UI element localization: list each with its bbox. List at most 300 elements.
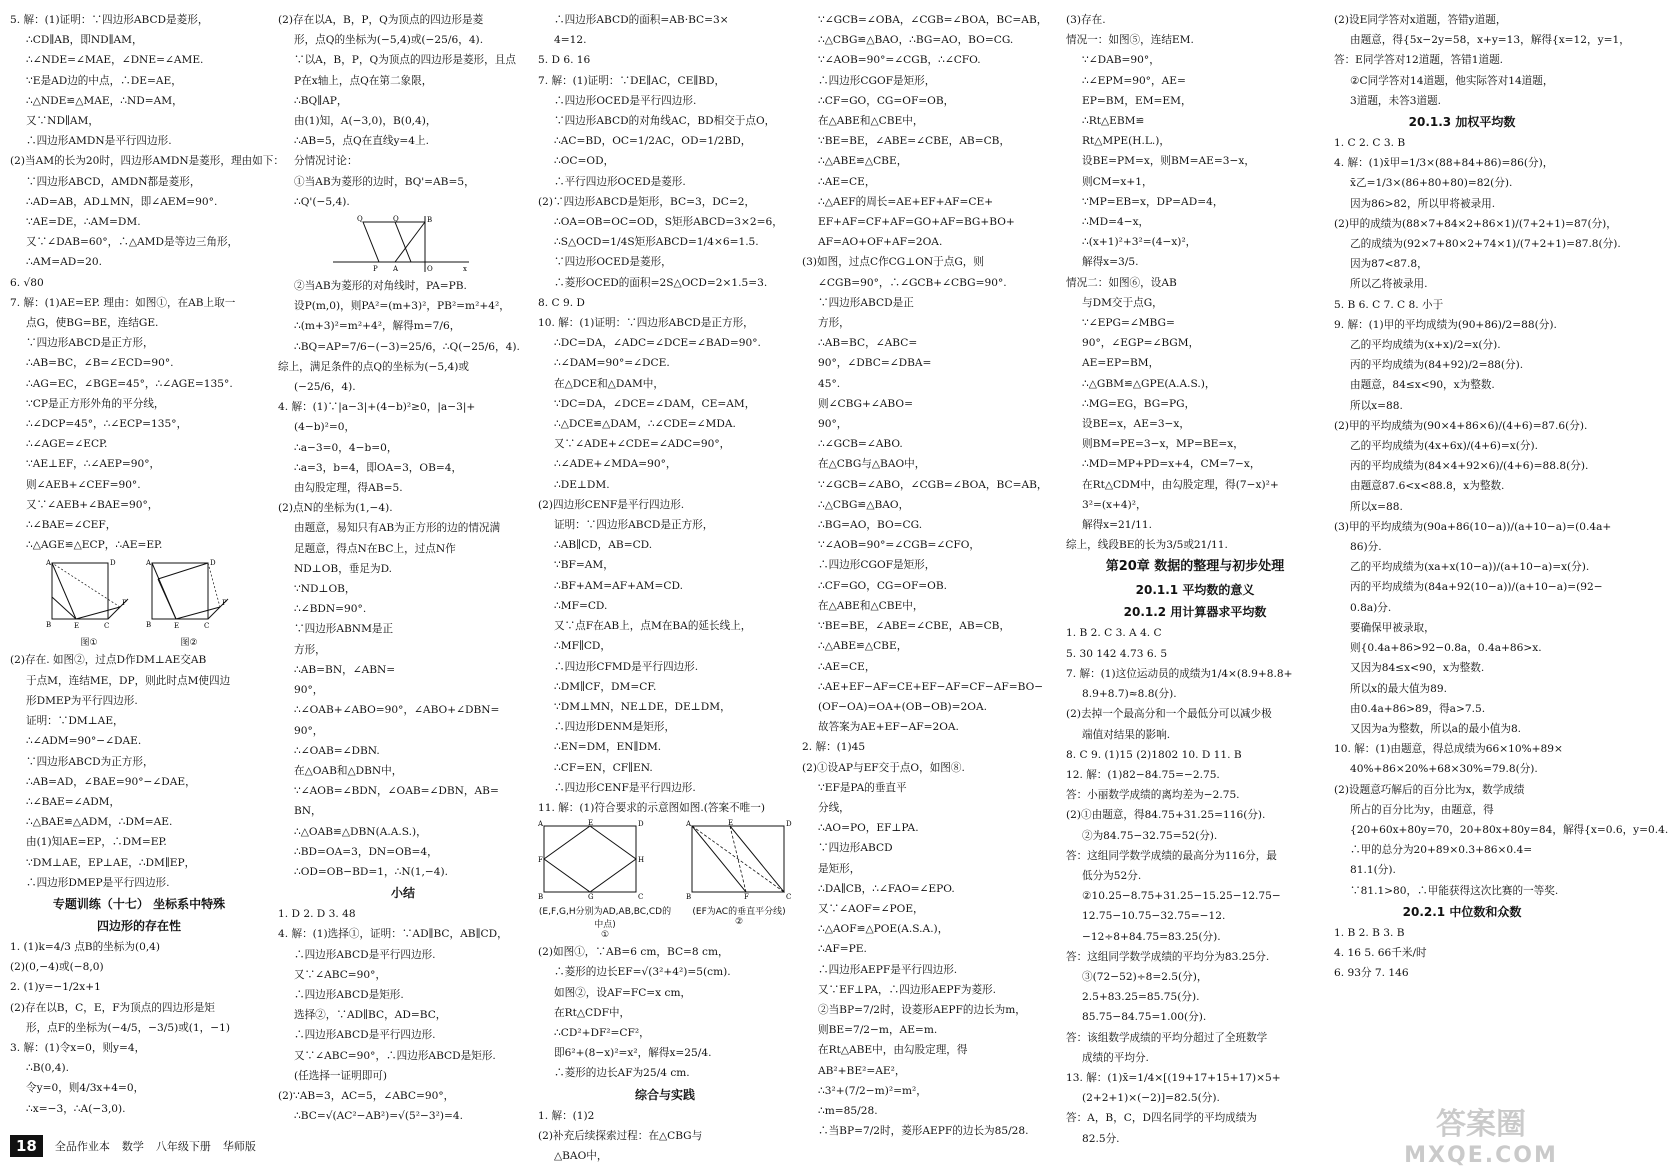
text-line: ∵四边形ABCD的对角线AC，BD相交于点O， (554, 115, 776, 128)
book-title: 全品作业本 (54, 1140, 110, 1153)
text-line: ∴MD=MP+PD=x+4，CM=7−x， (1082, 458, 1261, 471)
text-line: ∵EF是PA的垂直平 (818, 781, 907, 794)
text-line: ∵∠GCB=∠ABO，∠CGB=∠BOA，BC=AB， (818, 478, 1048, 491)
text-line: 40%+86×20%+68×30%=79.8(分). (1350, 763, 1538, 776)
text-line: 11. 解：(1)符合要求的示意图如图.(答案不唯一) (538, 801, 765, 814)
svg-text:F: F (538, 856, 543, 865)
text-line: ∴△AEF的周长=AE+EF+AF=CE+ (818, 195, 994, 208)
text-line: 2.5+83.25=85.75(分). (1082, 991, 1200, 1004)
text-line: 端值对结果的影响. (1082, 728, 1171, 741)
text-line: (2)设E同学答对x道题，答错y道题， (1334, 14, 1507, 26)
text-line: 则∠CBG+∠ABO= (818, 397, 913, 410)
text-line: ∵AE⊥EF，∴∠AEP=90°， (26, 458, 161, 471)
text-line: ②当BP=7/2时，设菱形AEPF的边长为m， (818, 1003, 1026, 1016)
figure-1 (46, 557, 132, 648)
text-line: ∴AC=BD，OC=1/2AC，OD=1/2BD， (554, 135, 752, 148)
text-line: 86)分. (1350, 541, 1382, 554)
text-line: ∵81.1>80，∴甲能获得这次比赛的一等奖. (1350, 884, 1559, 897)
text-line: ∴甲的总分为20+89×0.3+86×0.4= (1350, 844, 1533, 857)
text-line: 1. B 2. C 3. A 4. C (1066, 627, 1162, 640)
text-line: 3道题，未答3道题. (1350, 94, 1442, 107)
column-1 (10, 10, 284, 1117)
text-line: ∴AG=EC，∠BGE=45°，∴∠AGE=135°. (26, 377, 233, 390)
svg-text:E: E (588, 819, 594, 828)
svg-text:B: B (427, 216, 433, 225)
svg-text:x: x (463, 265, 467, 274)
text-line: BN， (294, 805, 322, 818)
text-line: 2. 解：(1)45 (802, 741, 866, 754)
text-line: ∴CF=EN，CF∥EN. (554, 761, 653, 774)
text-line: ∴△NDE≌△MAE，∴ND=AM， (26, 94, 183, 107)
column-3-text-b (538, 942, 792, 1083)
column-2-text-c (278, 904, 528, 1126)
text-line: ∴BG=AO，BO=CG. (818, 519, 923, 532)
text-line: x̄乙=1/3×(86+80+80)=82(分). (1350, 177, 1513, 190)
text-line: 与DM交于点G， (1082, 296, 1163, 309)
text-line: ∵四边形ABCD为正方形， (26, 755, 154, 768)
text-line: 45°. (818, 377, 841, 390)
text-line: 在△DCE和△DAM中， (554, 377, 664, 390)
text-line: ∵四边形ABCD是正 (818, 296, 914, 309)
text-line: 丙的平均成绩为(84×4+92×6)/(4+6)=88.8(分). (1350, 460, 1589, 473)
text-line: AE=EP=BM， (1082, 357, 1160, 370)
text-line: 7. 解：(1)这位运动员的成绩为1/4×(8.9+8.8+ (1066, 667, 1293, 680)
text-line: ∴DE⊥DM. (554, 478, 610, 491)
text-line: 设BE=x，AE=3−x， (1082, 418, 1191, 431)
text-line: ∴∠EPM=90°，AE= (1082, 74, 1186, 87)
text-line: ∴△ABE≌△CBE， (818, 155, 908, 168)
text-line: ∴菱形的边长EF=√(3²+4²)=5(cm). (554, 966, 731, 979)
text-line: ∴DC=DA，∠ADC=∠DCE=∠BAD=90°. (554, 337, 761, 350)
text-line: 令y=0，则4/3x+4=0， (26, 1082, 145, 1095)
text-line: 所以x的最大值为89. (1350, 682, 1447, 695)
text-line: 5. 解：(1)证明：∵四边形ABCD是菱形， (10, 14, 209, 26)
svg-text:C: C (786, 893, 792, 902)
text-line: ∵∠AOB=90°=∠CGB，∴∠CFO. (818, 54, 981, 67)
text-line: ∴∠BDN=90°. (294, 603, 367, 616)
text-line: 由勾股定理，得AB=5. (294, 482, 403, 495)
text-line: 证明：∵四边形ABCD是正方形， (554, 519, 714, 532)
text-line: ②当AB为菱形的对角线时，PA=PB. (294, 280, 467, 293)
text-line: ∴3²+(7/2−m)²=m²， (818, 1084, 927, 1097)
text-line: ∴a−3=0，4−b=0， (294, 441, 398, 454)
text-line: 又∵∠AEB+∠BAE=90°， (26, 498, 159, 511)
text-line: (2)∵AB=3，AC=5，∠ABC=90°， (278, 1089, 455, 1102)
text-line: ND⊥OB，垂足为D. (294, 562, 393, 575)
text-line: ∴AE=CE， (818, 660, 876, 673)
figure-rect-2 (686, 820, 792, 940)
text-line: ∴∠DCP=45°，∴∠ECP=135°， (26, 418, 188, 431)
text-line: ∴(x+1)²+3²=(4−x)²， (1082, 236, 1197, 249)
square-figure-1 (46, 557, 132, 631)
column-3 (538, 10, 792, 1162)
text-line: 解得x=21/11. (1082, 519, 1152, 532)
column-2-text-a (278, 10, 528, 212)
figure-rect-1 (538, 820, 672, 940)
text-line: ∴AM=AD=20. (26, 256, 102, 269)
text-line: 答：E同学答对12道题，答错1道题. (1334, 54, 1504, 67)
text-line: ∵ND⊥OB， (294, 583, 356, 596)
text-line: ∴四边形AEPF是平行四边形. (818, 963, 958, 976)
section-title-17-sub: 四边形的存在性 (96, 918, 181, 933)
grade-label: 八年级下册 (155, 1140, 211, 1153)
text-line: ∴∠ADE+∠MDA=90°， (554, 458, 677, 471)
text-line: 5. D 6. 16 (538, 54, 591, 67)
text-line: 12. 解：(1)82−84.75=−2.75. (1066, 768, 1220, 781)
column-5 (1066, 10, 1324, 1145)
text-line: ∴Q'(−5,4). (294, 195, 350, 208)
text-line: ∴四边形ABCD是平行四边形. (294, 1029, 436, 1042)
text-line: 情况二：如图⑥，设AB (1066, 276, 1177, 289)
text-line: 又∵∠ABC=90°， (294, 968, 387, 981)
text-line: 答：小丽数学成绩的离均差为−2.75. (1066, 789, 1240, 802)
text-line: ∴DA∥CB，∴∠FAO=∠EPO. (818, 882, 955, 895)
text-line: ∴BQ∥AP， (294, 94, 348, 107)
text-line: 10. 解：(1)由题意，得总成绩为66×10%+89× (1334, 743, 1563, 756)
text-line: AF=AO+OF+AF=2OA. (818, 236, 943, 249)
text-line: 分情况讨论： (294, 155, 358, 168)
text-line: 8. C 9. D (538, 296, 585, 309)
svg-text:D: D (786, 820, 792, 829)
text-line: ∴△CBG≌△BAO， (818, 498, 910, 511)
text-line: 所以x=88. (1350, 500, 1403, 513)
text-line: ∴当BP=7/2时，菱形AEPF的边长为85/28. (818, 1125, 1029, 1138)
text-line: ∵DC=DA，∠DCE=∠DAM，CE=AM， (554, 397, 756, 410)
text-line: 选择②，∵AD∥BC，AD=BC， (294, 1009, 447, 1022)
text-line: 情况一：如图⑤，连结EM. (1066, 34, 1194, 47)
text-line: 乙的平均成绩为(x+x)/2=x(分). (1350, 339, 1501, 352)
text-line: ∴AB=AD，∠BAE=90°−∠DAE， (26, 775, 196, 788)
text-line: 6. √80 (10, 276, 44, 289)
text-line: ∴∠DAM=90°=∠DCE. (554, 357, 670, 370)
text-line: ②为84.75−32.75=52(分). (1082, 829, 1218, 842)
text-line: 12.75−10.75−32.75=−12. (1082, 910, 1226, 923)
text-line: ∴CF=GO，CG=OF=OB， (818, 94, 955, 107)
text-line: (2)存在. 如图②，过点D作DM⊥AE交AB (10, 654, 207, 667)
column-6-text-c (1334, 923, 1590, 984)
text-line: 4. 16 5. 66千米/时 (1334, 946, 1427, 959)
text-line: 在△OAB和△DBN中， (294, 764, 403, 777)
text-line: 在Rt△CDF中， (554, 1006, 631, 1019)
svg-text:D: D (638, 820, 644, 829)
text-line: 9. 解：(1)甲的平均成绩为(90+86)/2=88(分). (1334, 318, 1557, 331)
text-line: 要确保甲被录取， (1350, 621, 1435, 634)
text-line: 13. 解：(1)x̄=1/4×[(19+17+15+17)×5+ (1066, 1071, 1281, 1084)
text-line: ∴BF+AM=AF+AM=CD. (554, 579, 683, 592)
text-line: ∵DM⊥AE，EP⊥AE，∴DM∥EP， (26, 856, 196, 869)
text-line: ∴AB=BC，∠ABC= (818, 337, 918, 350)
text-line: 8. C 9. (1)15 (2)1802 10. D 11. B (1066, 748, 1242, 761)
text-line: 则∠AEB+∠CEF=90°. (26, 478, 141, 491)
text-line: 8.9+8.7)≈8.8(分). (1082, 688, 1177, 701)
svg-text:A: A (46, 559, 52, 568)
svg-text:E: E (74, 622, 80, 631)
text-line: 证明：∵DM⊥AE， (26, 715, 124, 728)
text-line: ∴∠NDE=∠MAE，∠DNE=∠AME. (26, 54, 204, 67)
figures-rectangle-pair (538, 820, 792, 940)
text-line: 设P(m,0)，则PA²=(m+3)²，PB²=m²+4²， (294, 300, 510, 313)
text-line: ∴AB=BN，∠ABN= (294, 663, 396, 676)
text-line: 答：该组数学成绩的平均分超过了全班数学 (1066, 1031, 1268, 1044)
column-1-text-b (10, 650, 268, 892)
text-line: 又∵EF⊥PA，∴四边形AEPF为菱形. (818, 983, 997, 996)
text-line: ∵∠EPG=∠MBG= (1082, 317, 1175, 330)
text-line: 综上，满足条件的点Q的坐标为(−5,4)或 (278, 360, 469, 373)
svg-text:A: A (393, 265, 399, 274)
text-line: 4=12. (554, 34, 587, 47)
text-line: ∴△AGE≌△ECP，∴AE=EP. (26, 539, 163, 552)
text-line: 丙的平均成绩为(84a+92(10−a))/(a+10−a)=(92− (1350, 581, 1603, 594)
text-line: 4. 解：(1)x̄甲=1/3×(88+84+86)=86(分)， (1334, 157, 1554, 170)
text-line: ∴MG=EG，BG=PG， (1082, 397, 1196, 410)
svg-text:A: A (538, 820, 544, 829)
text-line: (2)甲的平均成绩为(90×4+86×6)/(4+6)=87.6(分). (1334, 419, 1588, 432)
text-line: ∴B(0,4). (26, 1062, 70, 1075)
text-line: (4−b)²=0， (294, 421, 356, 434)
page-number: 18 (10, 1135, 43, 1157)
text-line: 在Rt△CDM中，由勾股定理，得(7−x)²+ (1082, 478, 1279, 491)
text-line: (2)①设AP与EF交于点O，如图⑧. (802, 761, 965, 774)
text-line: ∴AB∥CD，AB=CD. (554, 539, 653, 552)
text-line: ∴BQ=AP=7/6−(−3)=25/6，∴Q(−25/6，4). (294, 340, 520, 353)
text-line: ∵BF=AM， (554, 559, 614, 572)
text-line: (3)如图，过点C作CG⊥ON于点G，则 (802, 256, 984, 269)
svg-text:C: C (104, 622, 110, 631)
column-6 (1334, 10, 1668, 1117)
text-line: (2)甲的成绩为(88×7+84×2+86×1)/(7+2+1)=87(分)， (1334, 217, 1617, 230)
text-line: (2+2+1)×(−2)]=82.5(分). (1082, 1092, 1220, 1105)
text-line: ∵BE=BE，∠ABE=∠CBE，AB=CB， (818, 620, 1011, 633)
svg-text:E: E (174, 622, 180, 631)
text-line: (3)甲的平均成绩为(90a+86(10−a))/(a+10−a)=(0.4a+ (1334, 520, 1612, 533)
text-line: 答：这组同学数学成绩的平均分为83.25分. (1066, 950, 1270, 963)
text-line: 因为87<87.8， (1350, 258, 1428, 271)
square-figure-2 (146, 557, 232, 631)
text-line: (2)去掉一个最高分和一个最低分可以减少极 (1066, 708, 1272, 721)
text-line: ∴AE=CE， (818, 175, 876, 188)
text-line: ∴菱形的边长AF为25/4 cm. (554, 1067, 690, 1080)
text-line: (OF−OA)=OA+(OB−OB)=2OA. (818, 700, 988, 713)
column-5-text-a (1066, 10, 1324, 555)
text-line: 4. 解：(1)∵|a−3|+(4−b)²≥0，|a−3|+ (278, 401, 476, 414)
svg-text:O: O (427, 265, 433, 274)
svg-text:B: B (686, 893, 692, 902)
text-line: ∵四边形ABCD，AMDN都是菱形， (26, 175, 201, 188)
text-line: ∴MF∥CD， (554, 640, 612, 653)
text-line: ∵MP=EB=x，DP=AD=4， (1082, 195, 1224, 208)
svg-text:B: B (46, 621, 52, 630)
text-line: ∴菱形OCED的面积=2S△OCD=2×1.5=3. (554, 276, 768, 289)
text-line: AB²+BE²=AE²， (818, 1064, 906, 1077)
text-line: 解得x=3/5. (1082, 256, 1139, 269)
text-line: 丙的平均成绩为(84+92)/2=88(分). (1350, 359, 1524, 372)
text-line: 又∵点F在AB上，点M在BA的延长线上， (554, 620, 752, 633)
text-line: −12÷8+84.75=83.25(分). (1082, 930, 1221, 943)
column-1-text-a (10, 10, 284, 555)
text-line: 5. B 6. C 7. C 8. 小于 (1334, 298, 1444, 311)
text-line: ∵四边形ABCD是正方形， (26, 337, 154, 350)
chapter-20-title: 第20章 数据的整理与初步处理 (1105, 559, 1285, 575)
column-5-text-b (1066, 623, 1324, 1148)
text-line: 在Rt△ABE中，由勾股定理，得 (818, 1044, 968, 1057)
svg-text:D: D (110, 559, 116, 568)
text-line: ∴△DCE≌△DAM，∴∠CDE=∠MDA. (554, 418, 736, 431)
text-line: ∴AF=PE. (818, 943, 867, 956)
text-line: ∴a=3，b=4，即OA=3，OB=4， (294, 461, 463, 474)
text-line: ∴OC=OD， (554, 155, 615, 168)
figure-2-caption: 图② (180, 638, 198, 649)
text-line: ∴CF=GO，CG=OF=OB. (818, 579, 948, 592)
svg-text:P: P (373, 265, 378, 274)
text-line: (2)存在以B，C，E，F为顶点的四边形是矩 (10, 1001, 215, 1014)
text-line: 1. 解：(1)2 (538, 1109, 595, 1122)
text-line: (2)设题意巧解后的百分比为x，数学成绩 (1334, 783, 1525, 796)
text-line: 又∵∠DAB=60°，∴△AMD是等边三角形， (26, 236, 239, 249)
text-line: 因为86>82，所以甲将被录用. (1350, 197, 1496, 210)
section-20-2-1-title: 20.2.1 中位数和众数 (1402, 904, 1522, 919)
text-line: 在△CBG与△BAO中， (818, 458, 926, 471)
text-line: ∴△AOF≌△POE(A.S.A.)， (818, 923, 949, 936)
text-line: 由题意，84≤x<90，x为整数. (1350, 379, 1495, 392)
text-line: ∴△OAB≌△DBN(A.A.S.)， (294, 825, 427, 838)
text-line: ∴BD=OA=3，DN=OB=4， (294, 845, 438, 858)
text-line: ∴四边形DENM是矩形， (554, 721, 676, 734)
text-line: 90°， (294, 724, 324, 737)
text-line: 90°，∠EGP=∠BGM， (1082, 337, 1200, 350)
text-line: 由(1)知AE=EP，∴DM=EP. (26, 836, 167, 849)
text-line: ∴Rt△EBM≌ (1082, 115, 1145, 128)
text-line: 85.75−84.75=1.00(分). (1082, 1011, 1207, 1024)
text-line: ∴四边形ABCD的面积=AB·BC=3× (554, 14, 729, 26)
column-4 (802, 10, 1056, 1138)
text-line: 形DMEP为平行四边形. (26, 694, 138, 707)
section-title-17: 专题训练（十七） 坐标系中特殊 (52, 896, 226, 911)
rhombus-coordinate-figure (333, 214, 473, 274)
svg-text:G: G (588, 893, 594, 902)
text-line: 在△ABE和△CBE中， (818, 599, 924, 612)
text-line: (2)存在以A，B，P，Q为顶点的四边形是菱 (278, 14, 484, 26)
text-line: (2)①由题意，得84.75+31.25=116(分). (1066, 809, 1266, 822)
text-line: 3. 解：(1)令x=0，则y=4， (10, 1041, 146, 1054)
text-line: ∴OD=OB−BD=1，∴N(1,−4). (294, 865, 448, 878)
text-line: (−25/6，4). (294, 381, 356, 394)
text-line: 7. 解：(1)AE=EP. 理由：如图①，在AB上取一 (10, 296, 236, 309)
text-line: ∵CP是正方形外角的平分线， (26, 397, 165, 410)
text-line: ∴AE+EF−AF=CE+EF−AF=CF−AF=BO− (818, 680, 1044, 693)
text-line: ∵四边形ABNM是正 (294, 623, 394, 636)
text-line: ③(72−52)÷8=2.5(分)， (1082, 970, 1208, 983)
text-line: ∴平行四边形OCED是菱形. (554, 175, 686, 188)
section-20-1-1-title: 20.1.1 平均数的意义 (1135, 583, 1255, 598)
text-line: 则BM=PE=3−x，MP=BE=x， (1082, 438, 1244, 451)
text-line: 90°， (294, 684, 324, 697)
rectangle-figure-2 (686, 820, 792, 900)
text-line: ∵四边形OCED是菱形， (554, 256, 672, 269)
text-line: 成绩的平均分. (1082, 1051, 1149, 1064)
text-line: 6. 93分 7. 146 (1334, 967, 1409, 980)
text-line: ∴S△OCD=1/4S矩形ABCD=1/4×6=1.5. (554, 236, 759, 249)
text-line: ∴∠AGE=∠ECP. (26, 438, 108, 451)
text-line: 则{0.4a+86>92−0.8a，0.4a+86>x. (1350, 642, 1542, 655)
section-title-practice: 综合与实践 (634, 1087, 695, 1102)
text-line: 所以x=88. (1350, 399, 1403, 412)
svg-text:A: A (146, 559, 152, 568)
text-line: 1. (1)k=4/3 点B的坐标为(0,4) (10, 940, 161, 953)
text-line: 82.5分. (1082, 1132, 1120, 1145)
text-line: ∵DM⊥MN，NE⊥DE，DE⊥DM， (554, 700, 731, 713)
watermark-line-1: 答案圈 (1436, 1107, 1526, 1142)
text-line: EP=BM，EM=EM， (1082, 94, 1192, 107)
text-line: ∴(m+3)²=m²+4²，解得m=7/6， (294, 320, 461, 333)
text-line: 10. 解：(1)证明：∵四边形ABCD是正方形， (538, 317, 754, 330)
text-line: (任选择一证明即可) (294, 1069, 388, 1082)
text-line: ∴OA=OB=OC=OD，S矩形ABCD=3×2=6， (554, 216, 783, 229)
text-line: (3)存在. (1066, 14, 1106, 26)
figures-square-pair (10, 557, 268, 648)
text-line: (2)如图①，∵AB=6 cm，BC=8 cm， (538, 946, 729, 959)
text-line: ∴四边形CGOF是矩形， (818, 559, 936, 572)
text-line: ∵四边形ABCD (818, 842, 893, 855)
text-line: ∴BC=√(AC²−AB²)=√(5²−3²)=4. (294, 1110, 464, 1123)
text-line: 又因为84≤x<90，x为整数. (1350, 662, 1485, 675)
text-line: ∵∠GCB=∠OBA，∠CGB=∠BOA，BC=AB， (818, 14, 1048, 26)
svg-text:B: B (146, 621, 152, 630)
text-line: 在△ABE和△CBE中， (818, 115, 924, 128)
text-line: ∴AB=5，点Q在直线y=4上. (294, 135, 430, 148)
svg-text:F: F (744, 893, 749, 902)
text-line: ∴∠GCB=∠ABO. (818, 438, 903, 451)
text-line: ∴四边形AMDN是平行四边形. (26, 135, 172, 148)
text-line: 答：这组同学数学成绩的最高分为116分，最 (1066, 849, 1277, 862)
text-line: ∵∠DAB=90°， (1082, 54, 1160, 67)
watermark-line-2: MXQE.COM (1404, 1143, 1558, 1168)
svg-text:C: C (638, 893, 644, 902)
text-line: △BAO中， (554, 1149, 608, 1162)
figure-rect-1-number: ① (600, 930, 610, 941)
watermark (1376, 1099, 1586, 1168)
text-line: (2)(0,−4)或(−8,0) (10, 961, 104, 974)
text-line: ∴四边形CGOF是矩形， (818, 74, 936, 87)
svg-text:P: P (122, 599, 127, 608)
text-line: {20+60x+80y=70，20+80x+80y=84，解得{x=0.6，y=0.4. (1350, 823, 1668, 836)
text-line: 则CM=x+1， (1082, 175, 1153, 188)
text-line: 4. 解：(1)选择①，证明：∵AD∥BC，AB∥CD， (278, 928, 508, 941)
text-line: 又∵∠ABC=90°，∴四边形ABCD是矩形. (294, 1049, 496, 1062)
figure-2 (146, 557, 232, 648)
column-1-text-c (10, 937, 268, 1119)
text-line: ∴MF=CD. (554, 599, 608, 612)
rectangle-figure-1 (538, 820, 644, 900)
text-line: ∴AD=AB，AD⊥MN，即∠AEM=90°. (26, 195, 218, 208)
text-line: ∴DM∥CF，DM=CF. (554, 680, 657, 693)
text-line: 是矩形， (818, 862, 861, 875)
text-line: 方形， (818, 317, 850, 330)
text-line: ∵∠AOB=90°=∠CGB=∠CFO， (818, 539, 980, 552)
text-line: ∴△GBM≌△GPE(A.A.S.)， (1082, 377, 1216, 390)
column-6-text-b (1334, 133, 1668, 901)
text-line: ∴四边形ABCD是平行四边形. (294, 948, 436, 961)
text-line: 由0.4a+86>89，得a>7.5. (1350, 702, 1486, 715)
text-line: 又因为a为整数，所以a的最小值为8. (1350, 722, 1522, 735)
text-line: ∴m=85/28. (818, 1104, 878, 1117)
text-line: ∠CGB=90°，∴∠GCB+∠CBG=90°. (818, 276, 1007, 289)
column-6-text-a (1334, 10, 1630, 111)
text-line: 0.8a)分. (1350, 601, 1392, 614)
text-line: ∴∠OAB=∠DBN. (294, 744, 380, 757)
text-line: ∴EN=DM，EN∥DM. (554, 741, 662, 754)
text-line: ∵以A，B，P，Q为顶点的四边形是菱形，且点 (294, 54, 516, 67)
text-line: 1. B 2. B 3. B (1334, 926, 1405, 939)
